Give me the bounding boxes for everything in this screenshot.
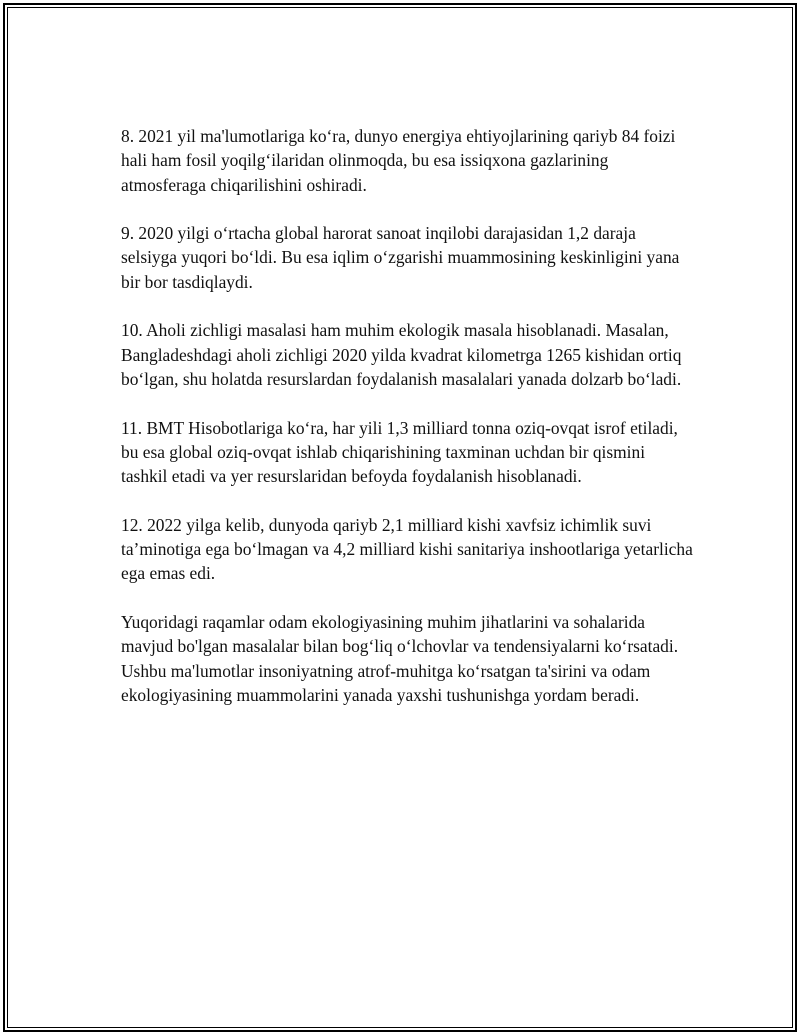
paragraph-item-8: 8. 2021 yil ma'lumotlariga koʻra, dunyo energiya ehtiyojlarining qariyb 84 foizi hali ham fosil yoqilgʻilaridan olinmoqda, bu esa issiqxona gazlarining atmosferaga chiqarilishini oshiradi. <box>121 126 676 195</box>
document-body <box>121 124 693 707</box>
document-page <box>3 3 797 1032</box>
paragraph-item-10: 10. Aholi zichligi masalasi ham muhim ekologik masala hisoblanadi. Masalan, Bangladeshdagi aholi zichligi 2020 yilda kvadrat kilometrga 1265 kishidan ortiq boʻlgan, shu holatda resurslardan foydalanish masalalari yanada dolzarb boʻladi. <box>121 320 682 389</box>
paragraph-item-9: 9. 2020 yilgi oʻrtacha global harorat sanoat inqilobi darajasidan 1,2 daraja selsiyga yuqori boʻldi. Bu esa iqlim oʻzgarishi muammosining keskinligini yana bir bor tasdiqlaydi. <box>121 223 680 292</box>
paragraph-conclusion: Yuqoridagi raqamlar odam ekologiyasining muhim jihatlarini va sohalarida mavjud bo'lgan masalalar bilan bogʻliq oʻlchovlar va tendensiyalarni koʻrsatadi. Ushbu ma'lumotlar insoniyatning atrof-muhitga koʻrsatgan ta'sirini va odam ekologiyasining muammolarini yanada yaxshi tushunishga yordam beradi. <box>121 611 679 705</box>
paragraph-item-11: 11. BMT Hisobotlariga koʻra, har yili 1,3 milliard tonna oziq-ovqat isrof etiladi, bu esa global oziq-ovqat ishlab chiqarishining taxminan uchdan bir qismini tashkil etadi va yer resurslaridan befoyda foydalanish hisoblanadi. <box>121 417 678 487</box>
paragraph-item-12: 12. 2022 yilga kelib, dunyoda qariyb 2,1 milliard kishi xavfsiz ichimlik suvi taʼminotiga ega boʻlmagan va 4,2 milliard kishi sanitariya inshootlariga yetarlicha ega emas edi. <box>121 514 693 584</box>
